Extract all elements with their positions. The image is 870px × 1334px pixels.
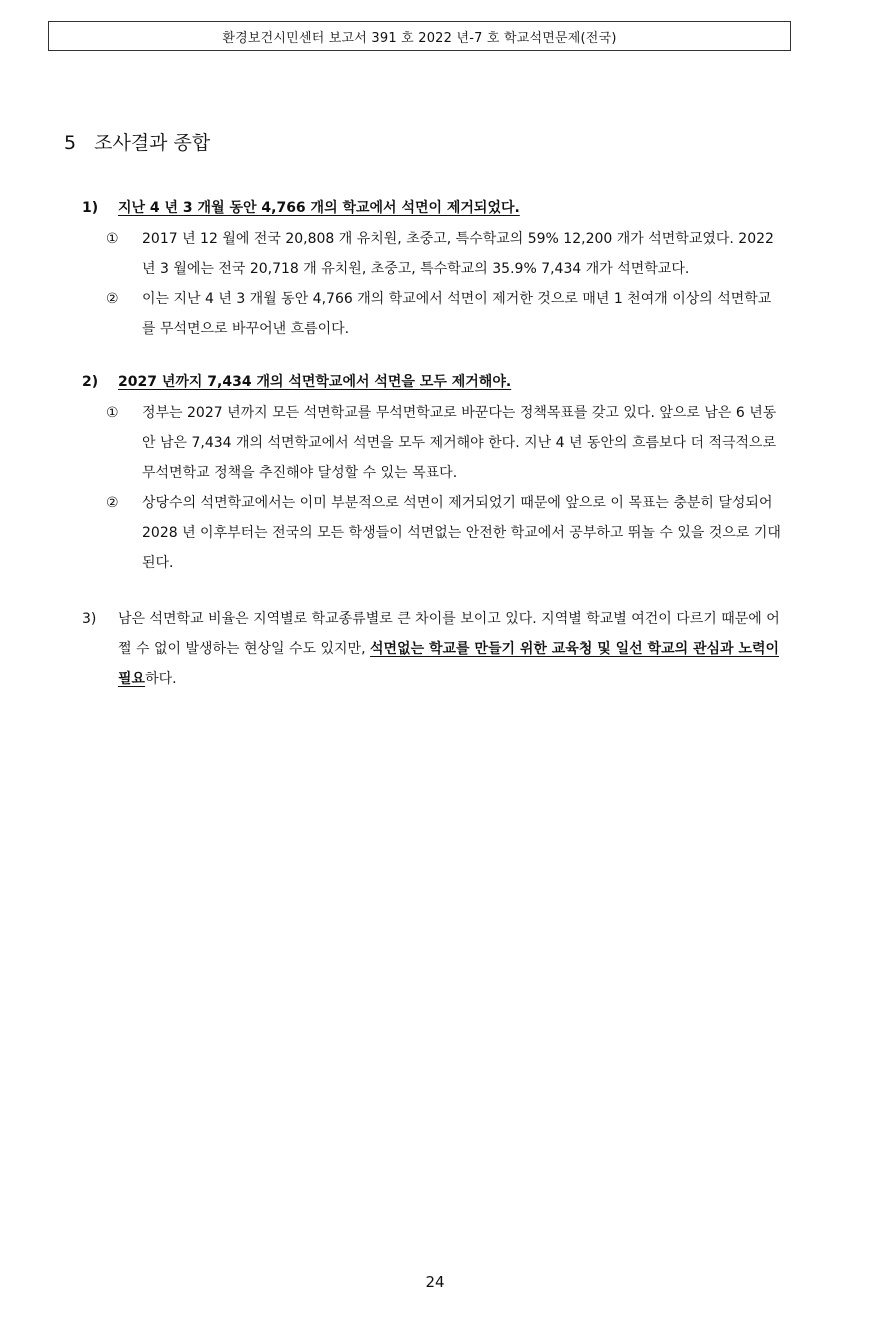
finding-number: 1): [82, 200, 99, 216]
item-text: 정부는 2027 년까지 모든 석면학교를 무석면학교로 바꾼다는 정책목표를 갖고 있다. 앞으로 남은 6 년동안 남은 7,434 개의 석면학교에서 석면을 모두 제거해야 한다. 지난 4 년 동안의 흐름보다 더 적극적으로 무석면학교 정책을 추진해야 달성할 수 있는 목표다.: [142, 405, 777, 481]
item-marker: ②: [106, 291, 119, 307]
item-text: 상당수의 석면학교에서는 이미 부분적으로 석면이 제거되었기 때문에 앞으로 이 목표는 충분히 달성되어 2028 년 이후부터는 전국의 모든 학생들이 석면없는 안전한 학교에서 공부하고 뛰놀 수 있을 것으로 기대된다.: [142, 495, 781, 571]
document-body: [82, 196, 782, 694]
finding-number: 2): [82, 374, 99, 390]
section-title: [64, 128, 210, 155]
paragraph-text-after: 하다.: [145, 671, 177, 687]
item-marker: ①: [106, 231, 119, 247]
paragraph-emphasis: 석면없는 학교를 만들기 위한 교육청 및 일선 학교의 관심과 노력이 필요: [118, 641, 780, 687]
finding-heading-text: 2027 년까지 7,434 개의 석면학교에서 석면을 모두 제거해야.: [118, 374, 512, 390]
finding-block-1: [82, 196, 782, 344]
page-number: 24: [425, 1273, 445, 1291]
section-number: 5: [64, 132, 77, 154]
finding-heading: [82, 196, 782, 220]
finding-heading-text: 지난 4 년 3 개월 동안 4,766 개의 학교에서 석면이 제거되었다.: [118, 200, 520, 216]
section-title-text: 조사결과 종합: [94, 132, 211, 154]
list-item: [82, 398, 782, 488]
item-text: 이는 지난 4 년 3 개월 동안 4,766 개의 학교에서 석면이 제거한 것으로 매년 1 천여개 이상의 석면학교를 무석면으로 바꾸어낸 흐름이다.: [142, 291, 772, 337]
item-marker: ①: [106, 405, 119, 421]
report-header-text: 환경보건시민센터 보고서 391 호 2022 년-7 호 학교석면문제(전국): [222, 30, 617, 46]
list-item: [82, 284, 782, 344]
item-marker: ②: [106, 495, 119, 511]
paragraph-text: [118, 604, 782, 694]
finding-paragraph-3: [82, 604, 782, 694]
item-text: 2017 년 12 월에 전국 20,808 개 유치원, 초중고, 특수학교의 59% 12,200 개가 석면학교였다. 2022 년 3 월에는 전국 20,718 개 유치원, 초중고, 특수학교의 35.9% 7,434 개가 석면학교다.: [142, 231, 774, 277]
list-item: [82, 488, 782, 578]
finding-heading: [82, 370, 782, 394]
finding-number: 3): [82, 611, 97, 627]
finding-block-2: [82, 370, 782, 578]
list-item: [82, 224, 782, 284]
report-header: [48, 21, 791, 51]
paragraph-text-before: 남은 석면학교 비율은 지역별로 학교종류별로 큰 차이를 보이고 있다. 지역별 학교별 여건이 다르기 때문에 어쩔 수 없이 발생하는 현상일 수도 있지만,: [118, 611, 780, 657]
